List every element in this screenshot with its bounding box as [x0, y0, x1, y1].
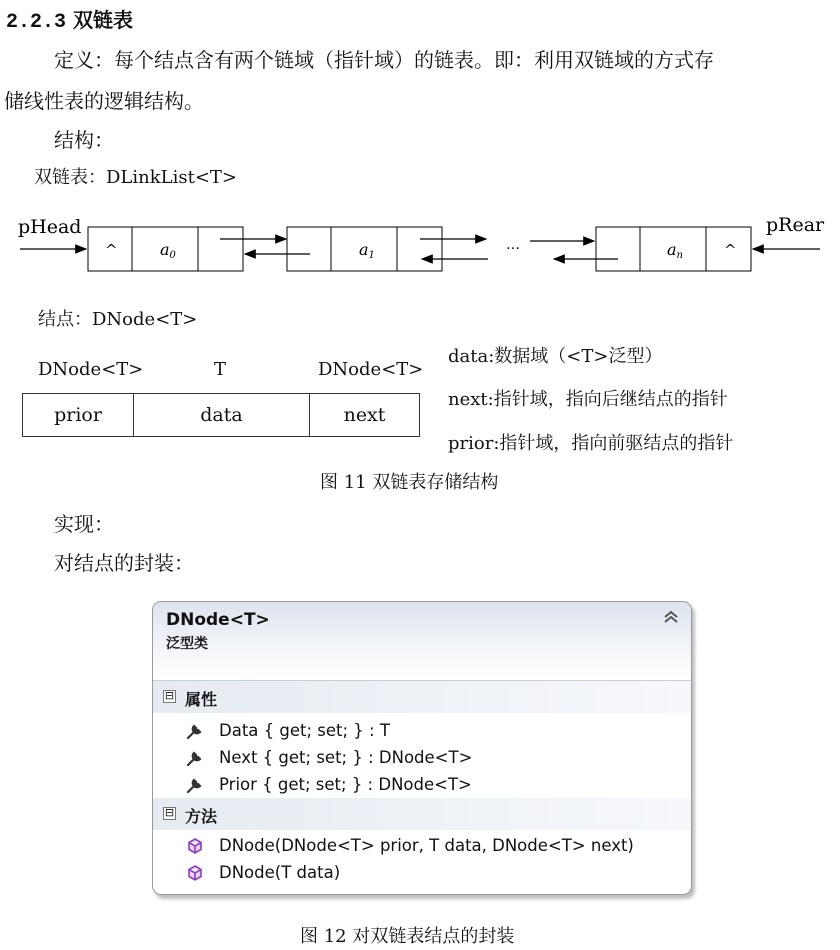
field-note-prior: prior:指针域，指向前驱结点的指针	[448, 433, 734, 454]
section-number: 2.2.3	[6, 11, 67, 34]
field-note-next: next:指针域，指向后继结点的指针	[448, 389, 728, 410]
method-constructor-data: DNode(T data)	[219, 863, 341, 882]
field-note-data: data:数据域（<T>泛型）	[448, 346, 663, 367]
type-header-prior: DNode<T>	[38, 359, 144, 380]
definition-line-2: 储线性表的逻辑结构。	[4, 89, 204, 113]
properties-label: 属性	[185, 690, 218, 709]
implementation-label: 实现：	[54, 512, 114, 536]
methods-label: 方法	[185, 807, 218, 826]
node-structure-table	[22, 393, 420, 437]
chevron-up-icon[interactable]	[663, 610, 679, 628]
section-heading	[6, 4, 133, 34]
method-item[interactable]	[153, 833, 691, 860]
property-prior: Prior { get; set; } : DNode<T>	[219, 775, 472, 794]
collapse-toggle-icon[interactable]: ⊟	[164, 689, 175, 702]
properties-section-header[interactable]	[153, 681, 691, 713]
class-stereotype: 泛型类	[166, 636, 208, 652]
method-cube-icon	[185, 863, 205, 883]
node-a0	[88, 227, 243, 271]
node-label: 结点：DNode<T>	[38, 309, 198, 330]
methods-section-header[interactable]	[153, 798, 691, 830]
section-title: 双链表	[72, 8, 133, 32]
property-data: Data { get; set; } : T	[219, 721, 390, 740]
property-next: Next { get; set; } : DNode<T>	[219, 748, 473, 767]
null-prior: ^	[105, 241, 118, 259]
class-name: DNode<T>	[166, 610, 270, 630]
field-next: next	[343, 404, 386, 426]
wrench-icon	[185, 775, 205, 795]
property-item[interactable]	[153, 718, 691, 745]
double-linked-list-diagram	[0, 205, 840, 285]
definition-line-1: 定义：每个结点含有两个链域（指针域）的链表。即：利用双链域的方式存	[54, 48, 714, 72]
structure-label: 结构：	[54, 128, 114, 152]
prear-label: pRear	[766, 214, 825, 236]
node-label-a1: a1	[359, 240, 375, 261]
class-header	[153, 602, 691, 681]
node-label-an: an	[667, 240, 683, 261]
type-header-next: DNode<T>	[318, 359, 424, 380]
ellipsis: …	[506, 237, 520, 253]
encapsulation-label: 对结点的封装：	[54, 551, 194, 575]
class-diagram-dnode	[152, 601, 692, 895]
collapse-toggle-icon[interactable]: ⊟	[164, 806, 175, 819]
phead-label: pHead	[18, 216, 82, 238]
node-label-a0: a0	[160, 240, 176, 261]
wrench-icon	[185, 748, 205, 768]
node-an	[596, 227, 751, 271]
figure-11-caption: 图 11 双链表存储结构	[320, 472, 499, 493]
method-item[interactable]	[153, 860, 691, 887]
method-constructor-full: DNode(DNode<T> prior, T data, DNode<T> next)	[219, 836, 634, 855]
figure-12-caption: 图 12 对双链表结点的封装	[300, 926, 515, 947]
method-cube-icon	[185, 836, 205, 856]
null-next: ^	[724, 241, 737, 259]
property-item[interactable]	[153, 772, 691, 799]
type-header-data: T	[214, 359, 227, 380]
field-data: data	[134, 394, 310, 436]
node-a1	[287, 227, 442, 271]
property-item[interactable]	[153, 745, 691, 772]
field-prior: prior	[23, 394, 134, 436]
wrench-icon	[185, 721, 205, 741]
dlinklist-label: 双链表：DLinkList<T>	[34, 167, 237, 188]
